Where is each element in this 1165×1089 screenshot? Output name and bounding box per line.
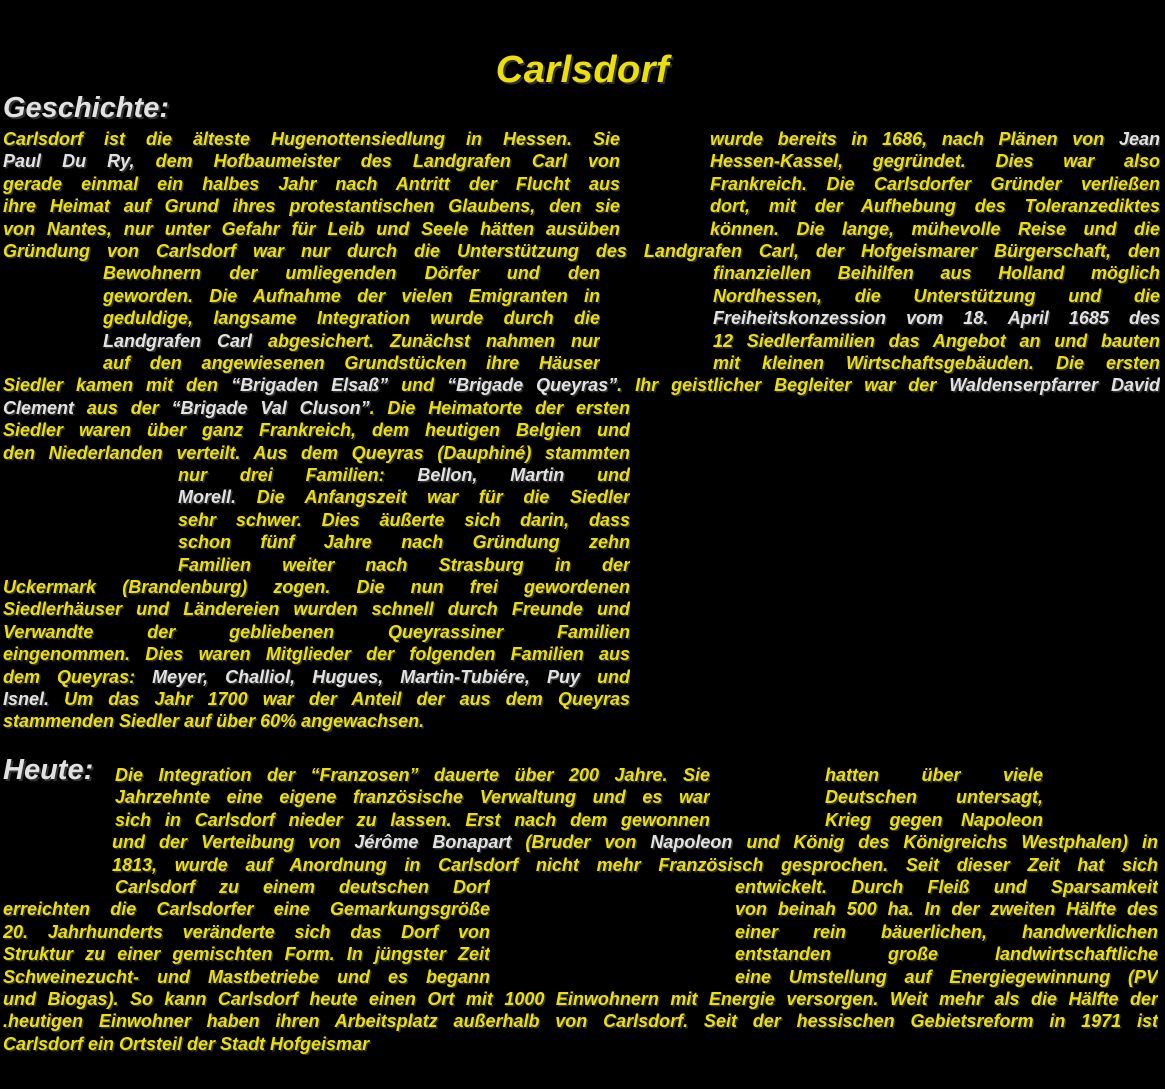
- highlighted-text-segment: Waldenserpfarrer David: [949, 375, 1160, 396]
- text-segment: entstanden große landwirtschaftliche: [735, 944, 1158, 965]
- text-segment: geworden. Die Aufnahme der vielen Emigranten in: [103, 285, 600, 306]
- text-segment: Carlsdorf ein Ortsteil der Stadt Hofgeismar: [3, 1033, 370, 1054]
- text-line: [178, 464, 630, 486]
- section-heading-geschichte: Geschichte:: [3, 92, 169, 124]
- highlighted-text-segment: Bellon, Martin: [417, 465, 565, 485]
- text-line: [3, 643, 630, 665]
- text-line: [710, 195, 1160, 217]
- text-line: [115, 809, 710, 831]
- highlighted-text-segment: Landgrafen Carl: [103, 330, 253, 351]
- text-segment: hatten über viele: [825, 765, 1043, 785]
- text-line: [3, 966, 490, 988]
- text-segment: Siedlerhäuser und Ländereien wurden schnell durch Freunde und: [3, 599, 630, 620]
- text-segment: erreichten die Carlsdorfer eine Gemarkungsgröße: [3, 899, 490, 920]
- text-line: [178, 509, 630, 531]
- text-segment: gerade einmal ein halbes Jahr nach Antritt der Flucht aus: [3, 173, 620, 194]
- text-line: [3, 128, 620, 150]
- text-segment: eingenommen. Dies waren Mitglieder der folgenden Familien aus: [3, 644, 630, 665]
- text-segment: stammenden Siedler auf über 60% angewachsen.: [3, 711, 425, 732]
- text-segment: nur drei Familien:: [178, 465, 418, 485]
- text-line: [713, 285, 1160, 307]
- text-segment: wurde bereits in 1686, nach Plänen von: [710, 129, 1119, 149]
- text-segment: und: [388, 375, 448, 396]
- text-line: [735, 876, 1158, 898]
- text-line: [3, 666, 630, 688]
- text-line: [3, 397, 630, 419]
- text-line: [115, 764, 710, 786]
- highlighted-text-segment: Jérôme Bonapart: [354, 832, 512, 853]
- text-segment: auf den angewiesenen Grundstücken ihre Häuser: [103, 353, 600, 373]
- text-line: [3, 621, 630, 643]
- text-line: [3, 921, 490, 943]
- highlighted-text-segment: Isnel.: [3, 689, 50, 709]
- text-segment: und: [564, 465, 630, 485]
- text-segment: und König des Königreichs Westphalen) in: [732, 832, 1158, 853]
- text-segment: Bewohnern der umliegenden Dörfer und den: [103, 263, 600, 284]
- text-segment: finanziellen Beihilfen aus Holland möglich: [713, 263, 1160, 284]
- highlighted-text-segment: Meyer, Challiol, Hugues, Martin-Tubiére, Puy: [152, 666, 580, 687]
- text-segment: (Bruder von: [511, 832, 651, 853]
- highlighted-text-segment: Morell.: [178, 487, 237, 508]
- text-segment: 1813, wurde auf Anordnung in Carlsdorf nicht mehr Französisch gesprochen. Seit dieser Zeit hat sich: [112, 854, 1158, 875]
- text-line: [103, 285, 600, 307]
- text-line: [115, 786, 710, 808]
- text-segment: schon fünf Jahre nach Gründung zehn: [178, 532, 630, 553]
- text-segment: sich in Carlsdorf nieder zu lassen. Erst nach dem gewonnen: [115, 809, 710, 830]
- text-line: [3, 576, 630, 598]
- text-segment: 12 Siedlerfamilien das Angebot an und bauten: [713, 330, 1160, 351]
- text-segment: mit kleinen Wirtschaftsgebäuden. Die ersten: [713, 353, 1160, 373]
- text-segment: Hessen-Kassel, gegründet. Dies war also: [710, 151, 1160, 172]
- text-line: [3, 195, 620, 217]
- text-line: [103, 352, 600, 374]
- text-line: [3, 943, 490, 965]
- text-line: [735, 943, 1158, 965]
- text-line: [735, 966, 1158, 988]
- highlighted-text-segment: Clement: [3, 397, 75, 418]
- text-segment: Uckermark (Brandenburg) zogen. Die nun frei gewordenen: [3, 577, 630, 597]
- text-segment: Gründung von Carlsdorf war nur durch die Unterstützung des Landgrafen Carl, der Hofgeismarer Bürgerschaft, den: [3, 241, 1160, 261]
- text-segment: Siedler kamen mit den: [3, 375, 232, 396]
- text-segment: Verwandte der gebliebenen Queyrassiner Familien: [3, 621, 630, 642]
- text-line: [3, 898, 490, 920]
- text-line: [3, 710, 630, 732]
- text-line: [713, 352, 1160, 374]
- text-segment: .heutigen Einwohner haben ihren Arbeitsplatz außerhalb von Carlsdorf. Seit der hessischen Gebietsreform in 1971 ist: [3, 1011, 1158, 1032]
- text-segment: Schweinezucht- und Mastbetriebe und es begann: [3, 966, 490, 987]
- text-segment: Die Integration der “Franzosen” dauerte über 200 Jahre. Sie: [115, 765, 710, 785]
- highlighted-text-segment: Jean: [1118, 129, 1160, 149]
- text-line: [103, 307, 600, 329]
- text-line: [112, 854, 1158, 876]
- text-segment: Carlsdorf zu einem deutschen Dorf: [115, 877, 490, 897]
- text-line: [3, 419, 630, 441]
- highlighted-text-segment: “Brigade Val Cluson”: [171, 397, 370, 418]
- text-segment: Krieg gegen Napoleon: [825, 809, 1043, 830]
- text-line: [710, 218, 1160, 240]
- highlighted-text-segment: “Brigade Queyras”: [447, 375, 618, 396]
- text-segment: Carlsdorf ist die älteste Hugenottensiedlung in Hessen. Sie: [3, 129, 620, 149]
- text-segment: entwickelt. Durch Fleiß und Sparsamkeit: [735, 877, 1158, 897]
- text-line: [710, 173, 1160, 195]
- text-segment: einer rein bäuerlichen, handwerklichen: [735, 921, 1158, 942]
- text-segment: sehr schwer. Dies äußerte sich darin, dass: [178, 509, 630, 530]
- text-segment: ihre Heimat auf Grund ihres protestantischen Glaubens, den sie: [3, 196, 620, 217]
- text-line: [178, 531, 630, 553]
- text-line: [3, 1010, 1158, 1032]
- text-line: [3, 240, 1160, 262]
- text-segment: abgesichert. Zunächst nahmen nur: [252, 330, 600, 351]
- text-segment: . Ihr geistlicher Begleiter war der: [617, 375, 950, 396]
- text-segment: dem Queyras:: [3, 666, 153, 687]
- text-line: [713, 262, 1160, 284]
- text-line: [3, 442, 630, 464]
- highlighted-text-segment: Napoleon: [650, 832, 733, 853]
- highlighted-text-segment: Paul Du Ry,: [3, 151, 135, 172]
- text-segment: geduldige, langsame Integration wurde durch die: [103, 308, 600, 329]
- page-title: Carlsdorf: [495, 49, 670, 91]
- text-segment: . Die Heimatorte der ersten: [369, 397, 630, 418]
- text-segment: 20. Jahrhunderts veränderte sich das Dorf von: [3, 921, 490, 942]
- text-segment: Siedler waren über ganz Frankreich, dem heutigen Belgien und: [3, 420, 630, 441]
- text-segment: und der Verteibung von: [112, 832, 355, 853]
- text-segment: von beinah 500 ha. In der zweiten Hälfte des: [735, 899, 1158, 920]
- text-segment: Familien weiter nach Strasburg in der: [178, 554, 630, 575]
- text-segment: und: [579, 666, 630, 687]
- text-segment: den Niederlanden verteilt. Aus dem Queyras (Dauphiné) stammten: [3, 442, 630, 463]
- text-segment: Frankreich. Die Carlsdorfer Gründer verließen: [710, 173, 1160, 194]
- text-segment: dem Hofbaumeister des Landgrafen Carl von: [134, 151, 620, 172]
- text-line: [3, 150, 620, 172]
- text-segment: Um das Jahr 1700 war der Anteil der aus dem Queyras: [49, 689, 630, 709]
- text-segment: dort, mit der Aufhebung des Toleranzediktes: [710, 196, 1160, 217]
- text-line: [103, 262, 600, 284]
- text-line: [3, 688, 630, 710]
- text-line: [825, 764, 1043, 786]
- text-line: [3, 218, 620, 240]
- text-line: [103, 330, 600, 352]
- text-line: [825, 809, 1043, 831]
- text-line: [178, 554, 630, 576]
- text-segment: Die Anfangszeit war für die Siedler: [236, 487, 630, 508]
- text-line: [713, 330, 1160, 352]
- text-segment: von Nantes, nur unter Gefahr für Leib und Seele hätten ausüben: [3, 218, 620, 239]
- text-segment: aus der: [74, 397, 172, 418]
- text-line: [3, 1033, 703, 1055]
- text-line: [3, 598, 630, 620]
- section-heading-heute: Heute:: [3, 754, 94, 786]
- text-line: [735, 898, 1158, 920]
- text-segment: Nordhessen, die Unterstützung und die: [713, 285, 1160, 306]
- highlighted-text-segment: Freiheitskonzession vom 18. April 1685 des: [713, 308, 1160, 329]
- text-segment: Deutschen untersagt,: [825, 787, 1043, 808]
- text-segment: können. Die lange, mühevolle Reise und die: [710, 218, 1160, 239]
- text-segment: eine Umstellung auf Energiegewinnung (PV: [735, 966, 1158, 987]
- text-line: [115, 876, 490, 898]
- text-line: [825, 786, 1043, 808]
- text-line: [3, 988, 1158, 1010]
- text-line: [112, 831, 1158, 853]
- highlighted-text-segment: “Brigaden Elsaß”: [231, 375, 389, 396]
- text-segment: Struktur zu einer gemischten Form. In jüngster Zeit: [3, 944, 490, 965]
- text-line: [713, 307, 1160, 329]
- text-line: [710, 128, 1160, 150]
- text-line: [735, 921, 1158, 943]
- text-line: [710, 150, 1160, 172]
- text-line: [3, 173, 620, 195]
- text-line: [3, 374, 1160, 396]
- text-segment: und Biogas). So kann Carlsdorf heute einen Ort mit 1000 Einwohnern mit Energie versorgen. Weit mehr als die Hälfte der: [3, 989, 1158, 1009]
- text-line: [178, 486, 630, 508]
- text-segment: Jahrzehnte eine eigene französische Verwaltung und es war: [115, 787, 710, 808]
